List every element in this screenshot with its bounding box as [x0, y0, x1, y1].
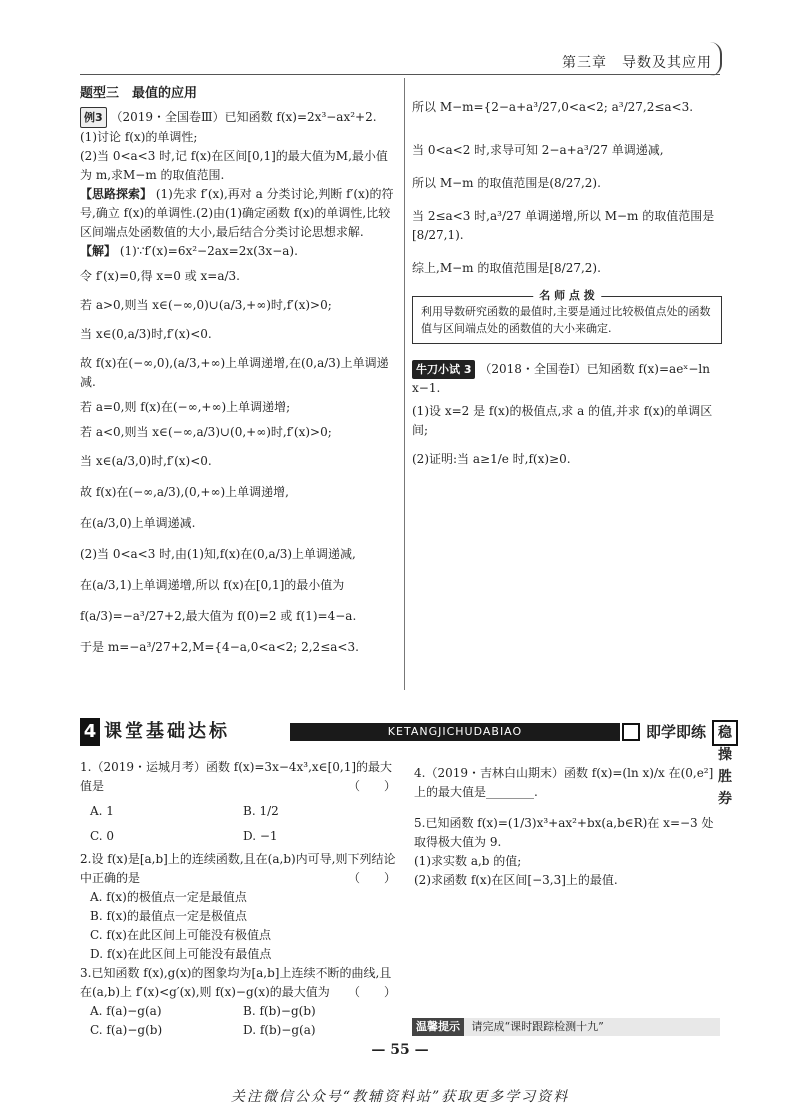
exercise-2	[80, 850, 396, 888]
solution-line: 当 x∈(0,a/3)时,f′(x)<0.	[80, 327, 212, 341]
solution-text: (1)∵f′(x)=6x²−2ax=2x(3x−a).	[119, 244, 298, 258]
idea-text: (1)先求 f′(x),再对 a 分类讨论,判断 f′(x)的符号,确立 f(x)的单调性.(2)由(1)确定函数 f(x)的单调性,比较区间端点处函数值的大小,最后结合分类讨论思想求解.	[80, 187, 394, 239]
example-tag: 例3	[80, 107, 107, 128]
solution-line: 所以 M−m={2−a+a³/27,0<a<2; a³/27,2≤a<3.	[412, 100, 694, 114]
section-title: 题型三 最值的应用	[80, 86, 198, 101]
trial-q2: (2)证明:当 a≥1/e 时,f(x)≥0.	[412, 452, 571, 466]
option: B. f(x)的最值点一定是极值点	[90, 909, 248, 923]
banner-square-icon	[622, 723, 640, 741]
answer-paren: （ ）	[347, 985, 396, 999]
solution-line: 当 x∈(a/3,0)时,f′(x)<0.	[80, 454, 212, 468]
solution-line	[80, 242, 398, 261]
note-text: 利用导数研究函数的最值时,主要是通过比较极值点处的函数值与区间端点处的函数值的大小来确定.	[421, 305, 711, 335]
banner-tag-2: 稳操胜券	[712, 720, 738, 746]
teacher-note	[412, 289, 722, 344]
example-intro: （2019・全国卷Ⅲ）已知函数 f(x)=2x³−ax²+2.	[110, 110, 377, 124]
solution-line: 若 a=0,则 f(x)在(−∞,+∞)上单调递增;	[80, 400, 291, 414]
solution-line: 在(a/3,1)上单调递增,所以 f(x)在[0,1]的最小值为	[80, 578, 345, 592]
note-title: 名 师 点 拨	[533, 287, 601, 304]
exercise-4: 4.（2019・吉林白山期末）函数 f(x)=(ln x)/x 在(0,e²]上的最大值是________.	[414, 766, 714, 799]
exercise-5: 5.已知函数 f(x)=(1/3)x³+ax²+bx(a,b∈R)在 x=−3 处取得极大值为 9.	[414, 816, 714, 849]
reminder-bar	[412, 1018, 720, 1036]
exercise-1-text: 1.（2019・运城月考）函数 f(x)=3x−4x³,x∈[0,1]的最大值是	[80, 760, 393, 793]
option: D. −1	[243, 829, 278, 843]
exercise-3	[80, 964, 396, 1002]
exercise-3-options	[80, 1021, 396, 1040]
column-divider	[404, 78, 405, 690]
exercise-1	[80, 758, 396, 796]
trial-intro: （2018・全国卷Ⅰ）已知函数 f(x)=aeˣ−ln x−1.	[412, 362, 710, 395]
left-column	[80, 84, 398, 657]
banner-title: 课堂基础达标	[104, 721, 230, 742]
solution-line: 综上,M−m 的取值范围是[8/27,2).	[412, 261, 601, 275]
solution-line: 当 0<a<2 时,求导可知 2−a+a³/27 单调递减,	[412, 143, 664, 157]
option: B. f(b)−g(b)	[243, 1004, 316, 1018]
option: A. f(a)−g(a)	[90, 1004, 162, 1018]
solution-line: 在(a/3,0)上单调递减.	[80, 516, 196, 530]
banner-tag-1: 即学即练	[646, 723, 707, 741]
banner-number: 4	[80, 718, 100, 746]
solution-line: f(a/3)=−a³/27+2,最大值为 f(0)=2 或 f(1)=4−a.	[80, 609, 357, 623]
exercise-1-options	[80, 802, 396, 821]
solution-line: 于是 m=−a³/27+2,M={4−a,0<a<2; 2,2≤a<3.	[80, 640, 359, 654]
idea	[80, 185, 398, 242]
option: D. f(x)在此区间上可能没有最值点	[90, 947, 272, 961]
exercise-3-text: 3.已知函数 f(x),g(x)的图象均为[a,b]上连续不断的曲线,且在(a,b)上 f′(x)<g′(x),则 f(x)−g(x)的最大值为	[80, 966, 392, 999]
exercise-5-part-1: (1)求实数 a,b 的值;	[414, 854, 522, 868]
footer-note: 关注微信公众号“教辅资料站”获取更多学习资料	[230, 1089, 570, 1105]
question-2: (2)当 0<a<3 时,记 f(x)在区间[0,1]的最大值为M,最小值为 m,求M−m 的取值范围.	[80, 149, 388, 182]
exercise-3-options	[80, 1002, 396, 1021]
exercise-2-text: 2.设 f(x)是[a,b]上的连续函数,且在(a,b)内可导,则下列结论中正确的是	[80, 852, 396, 885]
right-column	[412, 84, 722, 469]
option: C. f(a)−g(b)	[90, 1023, 163, 1037]
exercise-5-part-2: (2)求函数 f(x)在区间[−3,3]上的最值.	[414, 873, 618, 887]
trial-tag: 牛刀小试 3	[412, 360, 475, 379]
option: B. 1/2	[243, 804, 279, 818]
trial-intro-line	[412, 360, 722, 398]
solution-line: 当 2≤a<3 时,a³/27 单调递增,所以 M−m 的取值范围是[8/27,1).	[412, 209, 715, 242]
trial-q1: (1)设 x=2 是 f(x)的极值点,求 a 的值,并求 f(x)的单调区间;	[412, 404, 713, 437]
header-curve	[710, 42, 722, 76]
solution-tag: 【解】	[80, 244, 117, 258]
exercises-left	[80, 758, 396, 1040]
header-rule	[80, 74, 720, 75]
exercise-1-options	[80, 827, 396, 846]
chapter-header: 第三章 导数及其应用	[562, 55, 712, 71]
solution-line: 令 f′(x)=0,得 x=0 或 x=a/3.	[80, 269, 240, 283]
option: C. f(x)在此区间上可能没有极值点	[90, 928, 271, 942]
answer-paren: （ ）	[347, 871, 396, 885]
reminder-tag: 温馨提示	[412, 1018, 464, 1036]
solution-line: (2)当 0<a<3 时,由(1)知,f(x)在(0,a/3)上单调递减,	[80, 547, 356, 561]
option: A. f(x)的极值点一定是最值点	[90, 890, 247, 904]
solution-line: 所以 M−m 的取值范围是(8/27,2).	[412, 176, 601, 190]
example-3	[80, 107, 398, 128]
option: D. f(b)−g(a)	[243, 1023, 316, 1037]
reminder-text: 请完成“课时跟踪检测十九”	[471, 1020, 604, 1033]
solution-line: 故 f(x)在(−∞,a/3),(0,+∞)上单调递增,	[80, 485, 289, 499]
question-1: (1)讨论 f(x)的单调性;	[80, 130, 198, 144]
option: A. 1	[90, 804, 114, 818]
solution-line: 若 a>0,则当 x∈(−∞,0)∪(a/3,+∞)时,f′(x)>0;	[80, 298, 332, 312]
exercises-right	[414, 758, 720, 890]
banner-pinyin: KETANGJICHUDABIAO	[290, 723, 620, 741]
page-number: — 55 —	[371, 1042, 429, 1058]
solution-line: 故 f(x)在(−∞,0),(a/3,+∞)上单调递增,在(0,a/3)上单调递减.	[80, 356, 389, 389]
answer-paren: （ ）	[347, 779, 396, 793]
idea-tag: 【思路探索】	[80, 187, 153, 201]
option: C. 0	[90, 829, 115, 843]
solution-line: 若 a<0,则当 x∈(−∞,a/3)∪(0,+∞)时,f′(x)>0;	[80, 425, 332, 439]
